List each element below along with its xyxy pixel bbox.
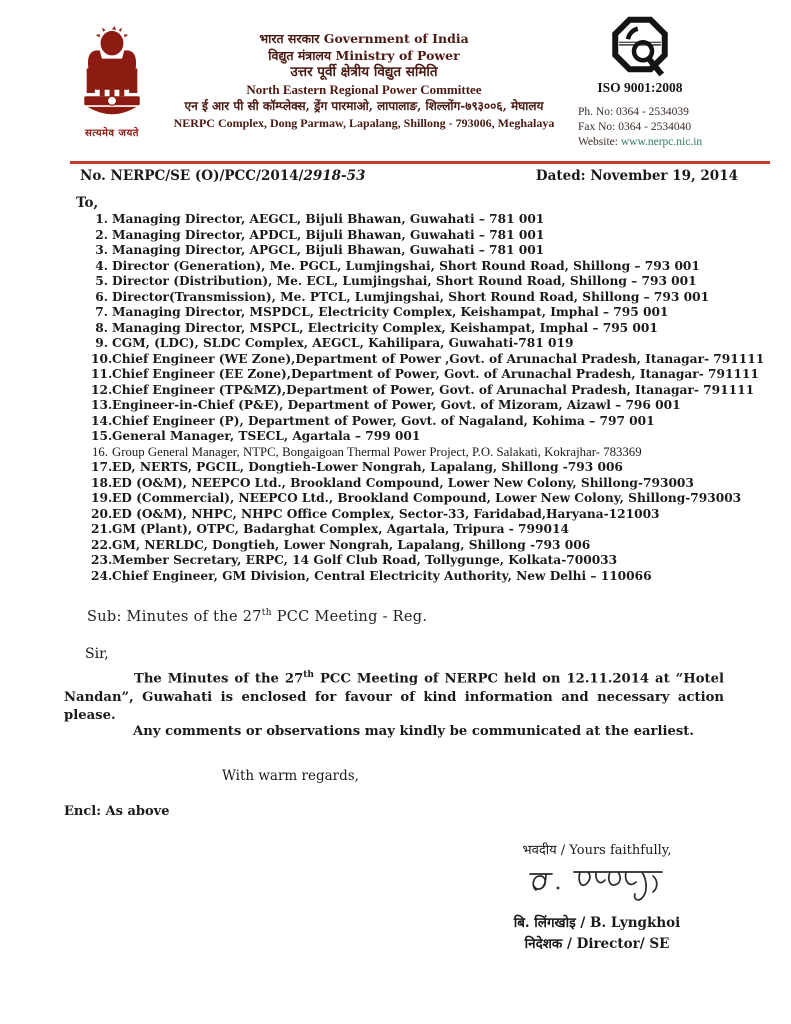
iso-certification-label: ISO 9001:2008	[597, 80, 683, 95]
letterhead-line-address-hindi: एन ई आर पी सी कॉम्प्लेक्स, ड्रेंग पारमाओ, लापालाङ, शिल्लोंग-७९३००६, मेघालय	[184, 99, 544, 113]
recipient-number: 12.	[91, 382, 113, 397]
recipient-text: Managing Director, APDCL, Bijuli Bhawan, Guwahati – 781 001	[112, 227, 545, 242]
recipient-row	[91, 414, 751, 430]
para1-superscript: th	[303, 670, 314, 680]
national-emblem-icon	[68, 26, 156, 124]
recipient-row	[91, 274, 751, 290]
recipient-number: 10.	[91, 351, 113, 366]
recipient-list	[91, 212, 765, 584]
signature-block	[478, 840, 716, 952]
recipient-row	[91, 351, 765, 368]
recipient-text: Chief Engineer (P), Department of Power, Govt. of Nagaland, Kohima – 797 001	[112, 413, 655, 428]
recipient-row	[91, 538, 751, 554]
recipient-text: Director(Transmission), Me. PTCL, Lumjingshai, Short Round Road, Shillong – 793 001	[112, 289, 710, 304]
recipient-text: Managing Director, MSPCL, Electricity Complex, Keishampat, Imphal – 795 001	[112, 320, 658, 335]
recipient-row	[91, 212, 751, 228]
reference-number	[80, 168, 365, 184]
recipient-row	[91, 445, 751, 461]
recipient-number: 20.	[91, 506, 113, 521]
recipient-row	[91, 569, 751, 585]
fax-number: Fax No: 0364 - 2534040	[578, 121, 692, 133]
recipient-text: Chief Engineer (EE Zone),Department of Power, Govt. of Arunachal Pradesh, Itanagar- 791111	[112, 367, 759, 381]
recipient-row	[91, 522, 751, 538]
recipient-row	[91, 553, 751, 569]
recipient-row	[91, 367, 759, 383]
body-paragraph-1	[64, 666, 724, 726]
to-label: To,	[76, 195, 99, 211]
recipient-number: 4.	[95, 258, 108, 273]
enclosure-line: Encl: As above	[64, 804, 170, 819]
recipient-number: 13.	[91, 398, 113, 412]
website-line	[578, 135, 783, 150]
recipient-number: 6.	[95, 289, 108, 304]
recipient-number: 5.	[95, 274, 108, 288]
recipient-number: 8.	[95, 320, 108, 335]
letterhead-line-address: NERPC Complex, Dong Parmaw, Lapalang, Shillong - 793006, Meghalaya	[173, 116, 555, 130]
recipient-number: 21.	[91, 522, 113, 536]
recipient-row	[91, 491, 751, 507]
iso-octagon-q-logo-icon	[578, 14, 702, 78]
recipient-text: ED (Commercial), NEEPCO Ltd., Brookland Compound, Lower New Colony, Shillong-793003	[112, 491, 742, 505]
letterhead-line-committee-hindi: उत्तर पूर्वी क्षेत्रीय विद्युत समिति	[290, 64, 438, 80]
recipient-number: 11.	[91, 367, 113, 381]
letterhead-right-block	[578, 14, 783, 150]
recipient-number: 22.	[91, 537, 113, 552]
recipient-row	[91, 429, 751, 445]
recipient-number: 23.	[91, 553, 113, 567]
letterhead-line-govt: भारत सरकार Government of India	[259, 31, 469, 46]
recipient-text: Managing Director, MSPDCL, Electricity Complex, Keishampat, Imphal – 795 001	[112, 305, 669, 319]
recipient-number: 3.	[95, 243, 108, 257]
recipient-text: CGM, (LDC), SLDC Complex, AEGCL, Kahilipara, Guwahati-781 019	[112, 336, 574, 350]
recipient-text: Managing Director, APGCL, Bijuli Bhawan, Guwahati – 781 001	[112, 243, 545, 257]
recipient-text: Engineer-in-Chief (P&E), Department of Power, Govt. of Mizoram, Aizawl – 796 001	[112, 398, 681, 412]
recipient-number: 7.	[95, 305, 108, 319]
recipient-text: ED (O&M), NEEPCO Ltd., Brookland Compound, Lower New Colony, Shillong-793003	[112, 475, 694, 490]
body-paragraph-2: Any comments or observations may kindly be communicated at the earliest.	[133, 724, 694, 739]
letterhead-title-block	[158, 30, 570, 132]
recipient-row	[91, 507, 751, 523]
recipient-number: 24.	[91, 568, 113, 583]
reference-number-serial: 2918-53	[303, 168, 366, 184]
recipient-row	[91, 336, 751, 352]
recipient-row	[91, 398, 751, 414]
recipient-text: Group General Manager, NTPC, Bongaigoan Thermal Power Project, P.O. Salakati, Kokrajhar- 783369	[112, 444, 642, 459]
signatory-designation: निदेशक / Director/ SE	[524, 936, 670, 952]
subject-line	[87, 608, 427, 625]
recipient-number: 18.	[91, 475, 113, 490]
para1-prefix: The Minutes of the 27	[134, 671, 304, 687]
recipient-row	[91, 243, 751, 259]
recipient-row	[91, 476, 751, 492]
recipient-text: Chief Engineer (TP&MZ),Department of Power, Govt. of Arunachal Pradesh, Itanagar- 791111	[112, 382, 755, 397]
recipient-text: GM (Plant), OTPC, Badarghat Complex, Agartala, Tripura - 799014	[112, 522, 569, 536]
recipient-text: Director (Distribution), Me. ECL, Lumjingshai, Short Round Road, Shillong – 793 001	[112, 274, 697, 288]
recipient-text: Chief Engineer, GM Division, Central Electricity Authority, New Delhi – 110066	[112, 568, 652, 583]
recipient-number: 1.	[95, 212, 108, 226]
reference-line	[80, 168, 738, 184]
recipient-text: Member Secretary, ERPC, 14 Golf Club Road, Tollygunge, Kolkata-700033	[112, 553, 618, 567]
recipient-number: 17.	[91, 460, 113, 474]
reference-number-prefix: No. NERPC/SE (O)/PCC/2014/	[80, 168, 304, 184]
recipient-row	[91, 305, 751, 321]
closing-line: भवदीय / Yours faithfully,	[522, 843, 672, 858]
letter-date: Dated: November 19, 2014	[535, 168, 738, 184]
red-divider-line	[70, 161, 770, 164]
phone-number: Ph. No: 0364 - 2534039	[578, 106, 689, 118]
recipient-text: General Manager, TSECL, Agartala – 799 001	[112, 429, 421, 443]
recipient-row	[91, 321, 751, 337]
salutation: Sir,	[85, 646, 109, 662]
recipient-text: Director (Generation), Me. PGCL, Lumjingshai, Short Round Road, Shillong – 793 001	[112, 258, 700, 273]
recipient-text: ED, NERTS, PGCIL, Dongtieh-Lower Nongrah, Lapalang, Shillong -793 006	[112, 460, 623, 474]
recipient-number: 15.	[91, 429, 113, 443]
recipient-row	[91, 382, 755, 399]
para1-suffix: PCC Meeting of NERPC held on 12.11.2014 at “Hotel Nandan”, Guwahati is enclosed for favour of kind information and necessary action please.	[64, 671, 724, 724]
recipient-row	[91, 460, 751, 476]
letterhead-emblem	[68, 26, 156, 139]
signatory-name: बि. लिंगखोइ / B. Lyngkhoi	[513, 915, 681, 931]
recipient-number: 2.	[95, 227, 108, 242]
recipient-row	[91, 228, 751, 244]
recipient-number: 16.	[92, 444, 108, 459]
recipient-number: 19.	[91, 491, 113, 505]
recipient-number: 9.	[95, 336, 108, 350]
recipient-text: ED (O&M), NHPC, NHPC Office Complex, Sector-33, Faridabad,Haryana-121003	[112, 506, 660, 521]
subject-superscript: th	[261, 608, 272, 618]
website-label: Website:	[578, 136, 621, 148]
letterhead-line-committee: North Eastern Regional Power Committee	[246, 82, 482, 97]
subject-prefix: Sub: Minutes of the 27	[87, 608, 262, 625]
contact-block	[578, 105, 783, 150]
letterhead-line-ministry: विद्युत मंत्रालय Ministry of Power	[268, 48, 460, 63]
website-url: www.nerpc.nic.in	[620, 136, 703, 148]
recipient-text: GM, NERLDC, Dongtieh, Lower Nongrah, Lapalang, Shillong -793 006	[112, 537, 591, 552]
recipient-row	[91, 290, 751, 306]
regards-line: With warm regards,	[222, 768, 359, 784]
recipient-number: 14.	[91, 413, 113, 428]
handwritten-signature	[478, 860, 716, 912]
recipient-text: Chief Engineer (WE Zone),Department of Power ,Govt. of Arunachal Pradesh, Itanagar- 791111	[112, 351, 765, 366]
recipient-text: Managing Director, AEGCL, Bijuli Bhawan, Guwahati – 781 001	[112, 212, 545, 226]
recipient-row	[91, 259, 751, 275]
emblem-motto: सत्यमेव जयते	[85, 128, 139, 139]
subject-suffix: PCC Meeting - Reg.	[271, 608, 428, 625]
